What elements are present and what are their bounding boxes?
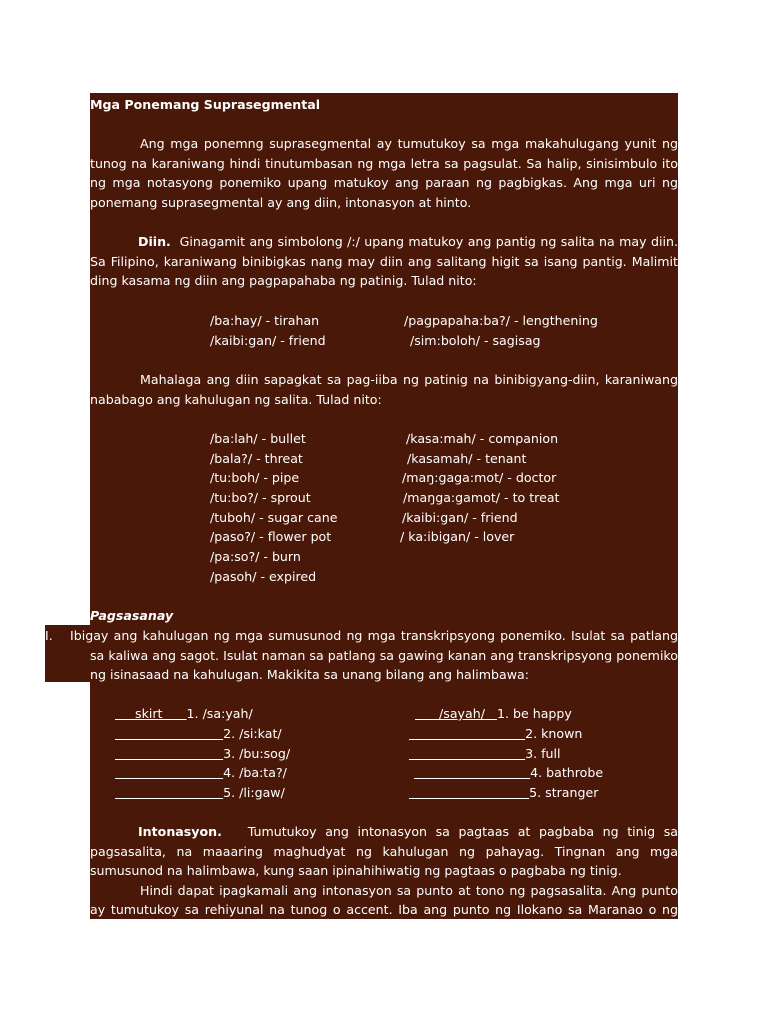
item-prompt: 1. be happy	[496, 706, 572, 721]
pair-left: /pasoh/ - expired	[210, 569, 317, 584]
pair-right: /kasamah/ - tenant	[407, 451, 527, 466]
item-prompt: 4. bathrobe	[530, 765, 604, 780]
diin-example: /ba:hay/ - tirahan	[210, 313, 320, 328]
answer-blank[interactable]	[115, 765, 223, 780]
intro-line: tunog na karaniwang hindi tinutumbasan ng mga letra sa pagsulat. Sa halip, sinisimbulo ito	[90, 155, 678, 171]
pair-right: /kasa:mah/ - companion	[406, 431, 559, 446]
answer-blank[interactable]	[414, 765, 530, 780]
diin-example: /pagpapaha:ba?/ - lengthening	[404, 313, 598, 328]
instruction-line: ng isinasaad na kahulugan. Makikita sa unang bilang ang halimbawa:	[90, 667, 529, 683]
pair-left: /tu:bo?/ - sprout	[210, 490, 311, 505]
exercise-item-left	[115, 783, 285, 803]
answer-blank[interactable]	[409, 785, 529, 800]
intro-paragraph	[90, 134, 678, 212]
exercise-item-left	[115, 704, 253, 724]
exercise-item-right	[415, 704, 572, 724]
mahalaga-paragraph	[90, 370, 678, 409]
exercise-item-left	[115, 724, 282, 744]
answer-blank[interactable]	[409, 726, 525, 741]
diin-line: Sa Filipino, karaniwang binibigkas nang may diin ang salitang higit sa isang pantig. Malimit	[90, 253, 678, 269]
pair-right: /maŋ:gaga:mot/ - doctor	[402, 470, 557, 485]
answer-blank[interactable]	[115, 726, 223, 741]
pair-left: /paso?/ - flower pot	[210, 529, 332, 544]
answer-blank[interactable]	[409, 746, 525, 761]
diin-label: Diin.	[138, 234, 171, 249]
item-prompt: 3. full	[525, 746, 561, 761]
pair-left: /tu:boh/ - pipe	[210, 470, 300, 485]
intro-line: Ang mga ponemng suprasegmental ay tumutukoy sa mga makahulugang yunit ng	[140, 136, 678, 151]
pair-right: /maŋga:gamot/ - to treat	[403, 490, 560, 505]
mahalaga-line: nababago ang kahulugan ng salita. Tulad nito:	[90, 391, 382, 407]
intonasyon-line: ay tumutukoy sa rehiyunal na tunog o accent. Iba ang punto ng Ilokano sa Maranao o ng	[90, 902, 678, 918]
item-prompt: 4. /ba:ta?/	[223, 765, 287, 780]
intro-line: ponemang suprasegmental ay ang diin, intonasyon at hinto.	[90, 194, 472, 210]
instruction-line: Ibigay ang kahulugan ng mga sumusunod ng mga transkripsyong ponemiko. Isulat sa patlang	[70, 628, 678, 643]
exercise-numeral: I.	[45, 628, 53, 643]
exercise-item-right	[409, 744, 561, 764]
exercise-item-right	[414, 763, 603, 783]
diin-line: ding kasama ng diin ang pagpapahaba ng patinig. Tulad nito:	[90, 273, 477, 289]
item-prompt: 3. /bu:sog/	[223, 746, 291, 761]
pair-right: /kaibi:gan/ - friend	[402, 510, 518, 525]
intonasyon-label: Intonasyon.	[138, 824, 222, 839]
instruction-line: sa kaliwa ang sagot. Isulat naman sa patlang sa gawing kanan ang transkripsyong ponemiko	[90, 647, 678, 663]
pair-left: /pa:so?/ - burn	[210, 549, 301, 564]
intonasyon-line: Tumutukoy ang intonasyon sa pagtaas at pagbaba ng tinig sa	[247, 824, 679, 839]
answer-blank[interactable]	[115, 785, 223, 800]
answer-blank[interactable]	[115, 746, 223, 761]
pair-left: /ba:lah/ - bullet	[210, 431, 306, 446]
item-prompt: 1. /sa:yah/	[186, 706, 253, 721]
item-prompt: 5. stranger	[529, 785, 599, 800]
exercise-item-right	[409, 783, 598, 803]
pagsasanay-heading: Pagsasanay	[90, 608, 174, 623]
intonasyon-line: Hindi dapat ipagkamali ang intonasyon sa punto at tono ng pagsasalita. Ang punto	[140, 882, 678, 898]
pair-left: /bala?/ - threat	[210, 451, 303, 466]
intro-line: ng mga notasyong ponemiko upang matukoy ang paraan ng pagbigkas. Ang mga uri ng	[90, 175, 678, 191]
exercise-instructions	[70, 626, 678, 685]
intonasyon-paragraph	[90, 822, 678, 920]
mahalaga-line: Mahalaga ang diin sapagkat sa pag-iiba ng patinig na binibigyang-diin, karaniwang	[140, 372, 678, 387]
intonasyon-line: pagsasalita, na maaaring maghudyat ng kahulugan ng pahayag. Tingnan ang mga	[90, 843, 678, 859]
exercise-item-left	[115, 763, 287, 783]
exercise-item-left	[115, 744, 290, 764]
diin-line: Ginagamit ang simbolong /:/ upang matukoy ang pantig ng salita na may diin.	[179, 234, 678, 249]
pair-right: / ka:ibigan/ - lover	[400, 529, 515, 544]
diin-example: /sim:boloh/ - sagisag	[410, 333, 541, 348]
exercise-item-right	[409, 724, 582, 744]
item-prompt: 2. /si:kat/	[223, 726, 282, 741]
pair-left: /tuboh/ - sugar cane	[210, 510, 338, 525]
item-prompt: 5. /li:gaw/	[223, 785, 285, 800]
intonasyon-line: sumusunod na halimbawa, kung saan ipinahihiwatig ng pagtaas o pagbaba ng tinig.	[90, 863, 622, 879]
answer-blank[interactable]: skirt	[135, 706, 163, 721]
page-title: Mga Ponemang Suprasegmental	[90, 97, 321, 112]
diin-paragraph	[90, 232, 678, 291]
diin-example: /kaibi:gan/ - friend	[210, 333, 326, 348]
item-prompt: 2. known	[525, 726, 583, 741]
answer-blank[interactable]: /sayah/	[439, 706, 485, 721]
